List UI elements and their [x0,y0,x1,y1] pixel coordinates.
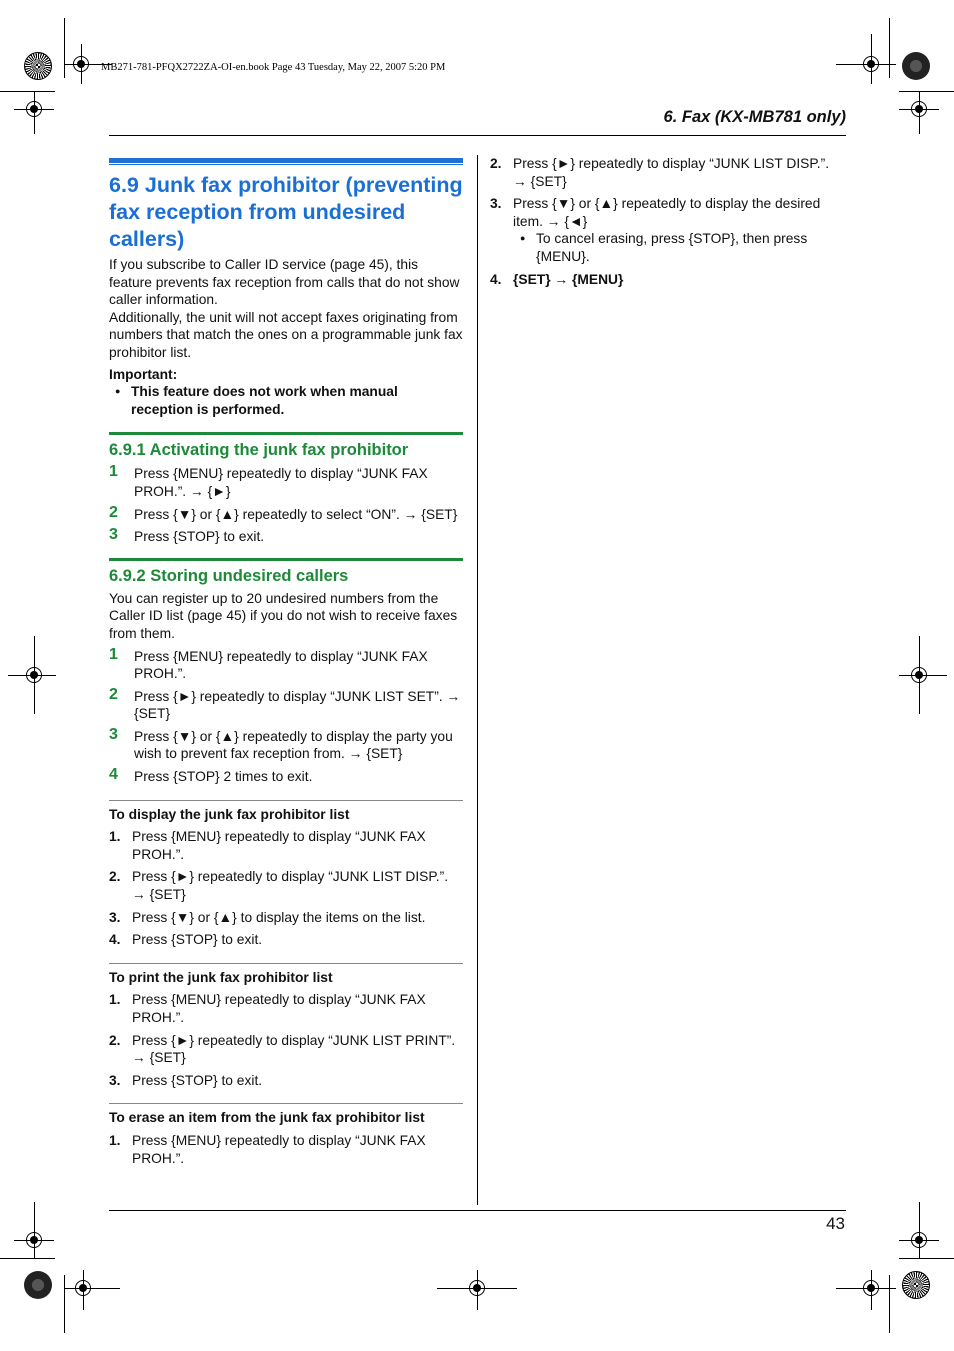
crop-mark [0,1258,55,1259]
storing-steps [109,645,463,786]
list-item: 2. Press {►} repeatedly to display “JUNK LIST PRINT”. → {SET} [109,1032,456,1066]
divider [109,800,463,801]
crosshair-mark [863,1280,879,1296]
section-bar-thin [109,164,463,165]
crosshair-mark [469,1280,485,1296]
step-item: 2 Press {▼} or {▲} repeatedly to select “ON”. → {SET} [109,503,458,522]
step-item: 4 Press {STOP} 2 times to exit. [109,766,313,785]
important-note: ● This feature does not work when manual reception is performed. [109,383,463,418]
crosshair-line [64,1288,120,1289]
crop-mark [889,18,890,78]
chapter-title: 6. Fax (KX-MB781 only) [663,108,846,126]
crosshair-line [34,1202,35,1258]
list-item: 4. {SET} → {MENU} [490,271,624,287]
crosshair-mark [75,1280,91,1296]
header-rule [109,135,846,136]
crosshair-mark [26,101,42,117]
registration-disc-top-right [902,52,930,80]
activating-steps [109,465,463,545]
list-item: 4. Press {STOP} to exit. [109,932,263,948]
crop-mark [899,1258,954,1259]
crosshair-mark [26,1232,42,1248]
list-item: 1. Press {MENU} repeatedly to display “JUNK FAX PROH.”. [109,992,426,1025]
step-item: 1 Press {MENU} repeatedly to display “JUNK FAX PROH.”. [109,645,428,682]
left-column [109,158,463,1167]
list-item: 3. Press {▼} or {▲} to display the items on the list. [109,909,426,925]
print-file-info: MB271-781-PFQX2722ZA-OI-en.book Page 43 Tuesday, May 22, 2007 5:20 PM [101,62,446,73]
important-label: Important: [109,366,178,382]
section-bar [109,158,463,163]
crosshair-mark [863,56,879,72]
list-item: 1. Press {MENU} repeatedly to display “JUNK FAX PROH.”. [109,1132,426,1166]
registration-starburst-top-left [24,52,52,80]
crop-mark [0,91,55,92]
divider [109,1103,463,1104]
subsection-rule [109,558,463,561]
list-item: 2. Press {►} repeatedly to display “JUNK LIST DISP.”. → {SET} [490,156,830,189]
step-item: 1 Press {MENU} repeatedly to display “JUNK FAX PROH.”. → {►} [109,463,428,499]
storing-intro: You can register up to 20 undesired numbers from the Caller ID list (page 45) if you do not wish to receive faxes from them. [109,590,458,641]
subsection-title-activating: 6.9.1 Activating the junk fax prohibitor [109,441,409,460]
crosshair-mark [73,56,89,72]
cancel-note: ● To cancel erasing, press {STOP}, then press {MENU}. [513,230,846,265]
step-item: 3 Press {STOP} to exit. [109,526,265,545]
footer-rule [109,1210,846,1211]
registration-disc-bottom-left [24,1271,52,1299]
crosshair-mark [911,1232,927,1248]
subsection-title-storing: 6.9.2 Storing undesired callers [109,566,349,585]
list-item: 2. Press {►} repeatedly to display “JUNK LIST DISP.”. → {SET} [109,869,449,903]
step-item: 3 Press {▼} or {▲} repeatedly to display the party you wish to prevent fax reception from. → {SET} [109,725,453,762]
crosshair-mark [26,667,42,683]
crosshair-mark [911,101,927,117]
subhead-erase-item: To erase an item from the junk fax prohibitor list [109,1110,425,1126]
section-title: 6.9 Junk fax prohibitor (preventing fax reception from undesired callers) [109,173,463,251]
page-number: 43 [826,1214,845,1233]
crop-mark [899,91,954,92]
subhead-print-list: To print the junk fax prohibitor list [109,969,333,985]
divider [109,963,463,964]
column-divider [477,155,478,1205]
crop-mark [889,1275,890,1333]
list-item: 3. Press {▼} or {▲} repeatedly to display the desired item. → {◄} [490,196,821,229]
subhead-display-list: To display the junk fax prohibitor list [109,806,350,822]
right-column [490,155,846,288]
intro-paragraph: Additionally, the unit will not accept faxes originating from numbers that match the ones on a programmable junk fax prohibitor list. [109,309,463,360]
crosshair-line [919,1202,920,1258]
step-item: 2 Press {►} repeatedly to display “JUNK LIST SET”. → {SET} [109,685,461,722]
subsection-rule [109,432,463,435]
intro-paragraph: If you subscribe to Caller ID service (page 45), this feature prevents fax reception from calls that do not show caller information. [109,257,460,308]
crop-mark [64,1275,65,1333]
list-item: 3. Press {STOP} to exit. [109,1072,263,1088]
list-item: 1. Press {MENU} repeatedly to display “JUNK FAX PROH.”. [109,829,426,862]
crosshair-mark [911,667,927,683]
crop-mark [64,18,65,78]
registration-starburst-bottom-right [902,1271,930,1299]
